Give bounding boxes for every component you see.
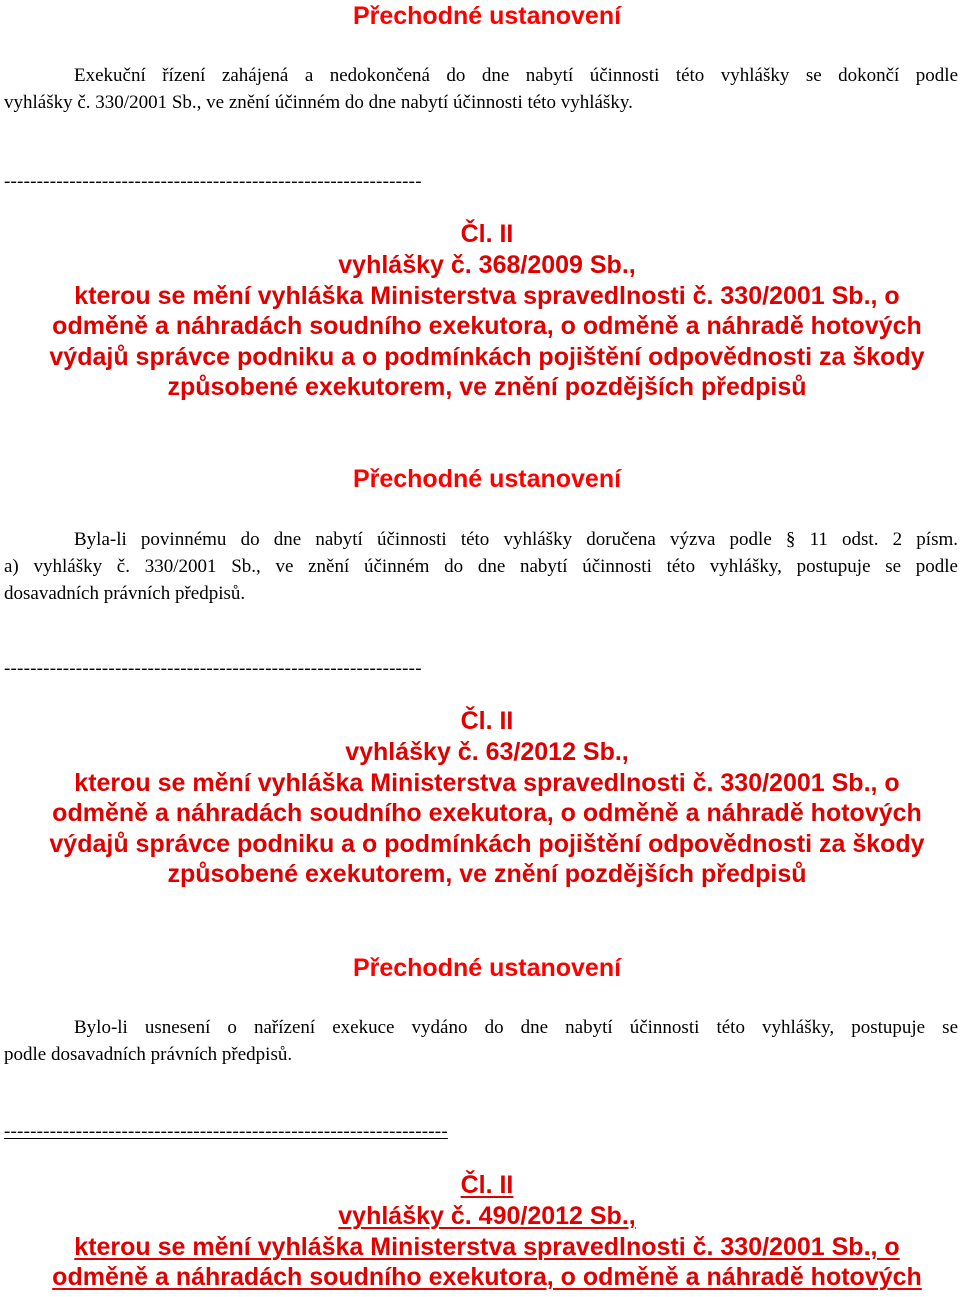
amendment-title-3-line-3: odměně a náhradách soudního exekutora, o odměně a náhradě hotových — [52, 1263, 922, 1291]
transition-heading-3: Přechodné ustanovení — [352, 954, 622, 982]
paragraph-2-line-1: Byla-li povinnému do dne nabytí účinnosti této vyhlášky doručena výzva podle § 11 odst. 2 písm. — [74, 529, 958, 550]
transition-heading-1: Přechodné ustanovení — [352, 2, 622, 30]
amendment-title-1 — [0, 250, 960, 403]
article-heading-3 — [0, 1170, 960, 1200]
amendment-title-2-line-2: kterou se mění vyhláška Ministerstva spravedlnosti č. 330/2001 Sb., o — [74, 768, 900, 797]
amendment-title-2-line-5: způsobené exekutorem, ve znění pozdějších předpisů — [167, 860, 807, 888]
amendment-title-2-line-3: odměně a náhradách soudního exekutora, o odměně a náhradě hotových — [52, 799, 922, 827]
amendment-title-2-line-4: výdajů správce podniku a o podmínkách pojištění odpovědnosti za škody — [49, 829, 925, 858]
amendment-title-1-line-2: kterou se mění vyhláška Ministerstva spravedlnosti č. 330/2001 Sb., o — [74, 281, 900, 310]
separator-1: ---------------------------------------------------------------- — [4, 171, 422, 192]
article-heading-1: Čl. II — [460, 220, 514, 248]
amendment-title-1-line-1: vyhlášky č. 368/2009 Sb., — [338, 251, 636, 279]
paragraph-1 — [4, 62, 958, 116]
paragraph-3-line-2: podle dosavadních právních předpisů. — [4, 1044, 293, 1065]
article-heading-2: Čl. II — [460, 707, 514, 735]
paragraph-2 — [4, 526, 958, 607]
paragraph-1-line-2: vyhlášky č. 330/2001 Sb., ve znění účinném do dne nabytí účinnosti této vyhlášky. — [4, 92, 633, 113]
paragraph-3-line-1: Bylo-li usnesení o nařízení exekuce vydáno do dne nabytí účinnosti této vyhlášky, postupuje se — [74, 1017, 958, 1038]
amendment-title-3-line-1: vyhlášky č. 490/2012 Sb., — [338, 1202, 636, 1230]
amendment-title-3 — [0, 1201, 960, 1293]
amendment-title-1-line-4: výdajů správce podniku a o podmínkách pojištění odpovědnosti za škody — [49, 342, 925, 371]
amendment-title-1-line-3: odměně a náhradách soudního exekutora, o odměně a náhradě hotových — [52, 312, 922, 340]
paragraph-2-line-3: dosavadních právních předpisů. — [4, 583, 246, 604]
amendment-title-1-line-5: způsobené exekutorem, ve znění pozdějších předpisů — [167, 373, 807, 401]
transition-heading-2: Přechodné ustanovení — [352, 465, 622, 493]
separator-3: -------------------------------------------------------------------- — [4, 1121, 448, 1142]
amendment-title-2 — [0, 737, 960, 890]
separator-2: ---------------------------------------------------------------- — [4, 658, 422, 679]
paragraph-3 — [4, 1014, 958, 1068]
paragraph-1-line-1: Exekuční řízení zahájená a nedokončená do dne nabytí účinnosti této vyhlášky se dokončí podle — [74, 65, 958, 86]
amendment-title-3-line-2: kterou se mění vyhláška Ministerstva spravedlnosti č. 330/2001 Sb., o — [74, 1232, 900, 1261]
paragraph-2-line-2: a) vyhlášky č. 330/2001 Sb., ve znění účinném do dne nabytí účinnosti této vyhlášky, postupuje se podle — [4, 556, 958, 577]
amendment-title-2-line-1: vyhlášky č. 63/2012 Sb., — [345, 738, 629, 766]
article-heading-3-text: Čl. II — [460, 1171, 514, 1199]
